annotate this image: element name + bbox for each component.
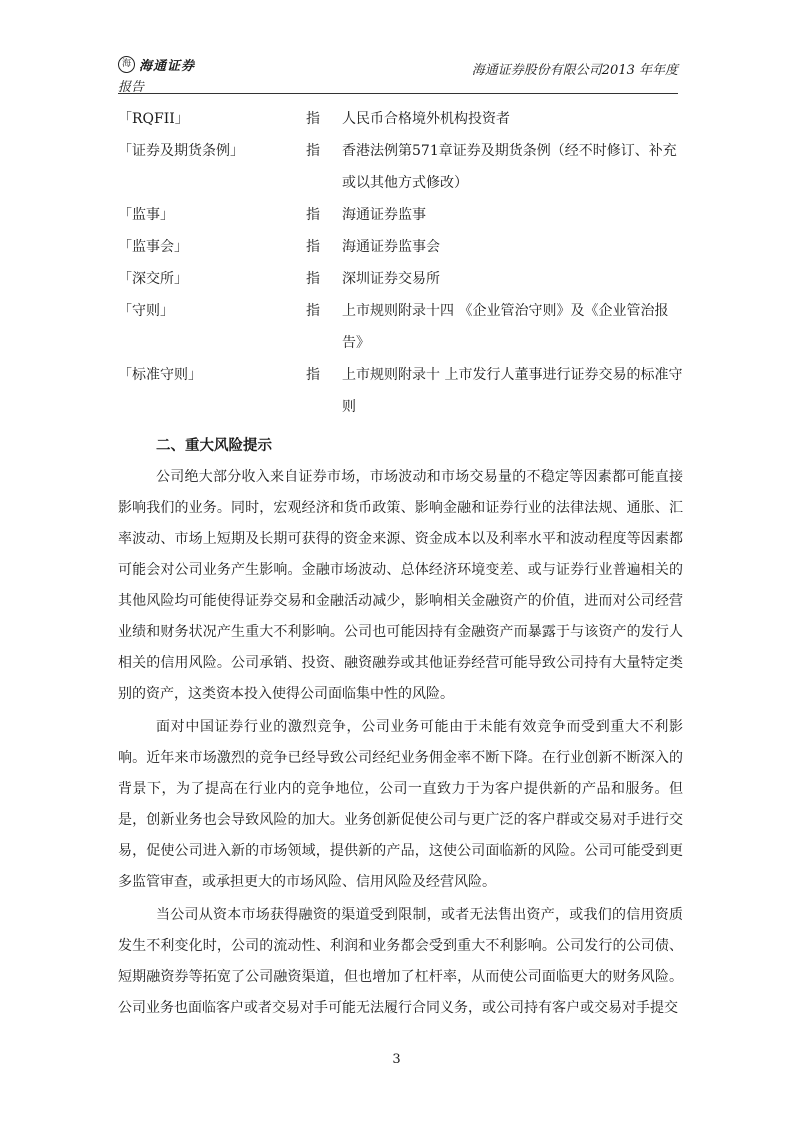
definition-marker: 指 bbox=[306, 271, 320, 287]
definition-marker: 指 bbox=[306, 207, 320, 223]
definition-description: 海通证券监事会 bbox=[342, 239, 440, 255]
definition-row bbox=[118, 359, 683, 423]
section-title: 二、重大风险提示 bbox=[156, 438, 272, 454]
definition-description: 深圳证券交易所 bbox=[342, 271, 440, 287]
definition-term: 「证券及期货条例」 bbox=[118, 143, 244, 159]
definition-row bbox=[118, 103, 683, 135]
definition-description: 香港法例第571章证券及期货条例（经不时修订、补充或以其他方式修改） bbox=[342, 143, 677, 191]
definition-marker: 指 bbox=[306, 239, 320, 255]
company-title: 海通证券股份有限公司2013 年年度 bbox=[471, 63, 678, 78]
page-header bbox=[118, 55, 678, 95]
body-paragraph: 当公司从资本市场获得融资的渠道受到限制，或者无法售出资产，或我们的信用资质发生不利变化时，公司的流动性、利润和业务都会受到重大不利影响。公司发行的公司债、短期融资券等拓宽了公司融资渠道，但也增加了杠杆率，从而使公司面临更大的财务风险。公司业务也面临客户或者交易对手可能无法履行合同义务，或公司持有客户或交易对手提交 bbox=[118, 907, 683, 1016]
logo-mark-icon: 海 bbox=[118, 56, 135, 73]
definition-marker: 指 bbox=[306, 111, 320, 127]
definition-description: 上市规则附录十四 《企业管治守则》及《企业管治报告》 bbox=[342, 303, 669, 351]
logo-text: 海通证券 bbox=[139, 59, 196, 74]
definition-term: 「监事会」 bbox=[118, 239, 188, 255]
company-title-continuation: 报告 bbox=[118, 80, 145, 95]
risk-section bbox=[118, 430, 683, 1024]
definition-row bbox=[118, 295, 683, 359]
definition-description: 人民币合格境外机构投资者 bbox=[342, 111, 510, 127]
definition-row bbox=[118, 135, 683, 199]
definitions-list bbox=[118, 103, 683, 423]
definition-description: 海通证券监事 bbox=[342, 207, 426, 223]
definition-term: 「守则」 bbox=[118, 303, 174, 319]
definition-description: 上市规则附录十 上市发行人董事进行证券交易的标准守则 bbox=[342, 367, 683, 415]
definition-marker: 指 bbox=[306, 143, 320, 159]
definition-marker: 指 bbox=[306, 303, 320, 319]
definition-term: 「监事」 bbox=[118, 207, 174, 223]
definition-term: 「深交所」 bbox=[118, 271, 188, 287]
body-paragraph: 公司绝大部分收入来自证券市场，市场波动和市场交易量的不稳定等因素都可能直接影响我们的业务。同时，宏观经济和货币政策、影响金融和证券行业的法律法规、通胀、汇率波动、市场上短期及长期可获得的资金来源、资金成本以及利率水平和波动程度等因素都可能会对公司业务产生影响。金融市场波动、总体经济环境变差、或与证券行业普遍相关的其他风险均可能使得证券交易和金融活动减少，影响相关金融资产的价值，进而对公司经营业绩和财务状况产生重大不利影响。公司也可能因持有金融资产而暴露于与该资产的发行人相关的信用风险。公司承销、投资、融资融券或其他证券经营可能导致公司持有大量特定类别的资产，这类资本投入使得公司面临集中性的风险。 bbox=[118, 469, 683, 702]
definition-row bbox=[118, 199, 683, 231]
company-logo bbox=[118, 55, 195, 74]
definition-term: 「标准守则」 bbox=[118, 367, 202, 383]
body-paragraph: 面对中国证券行业的激烈竞争，公司业务可能由于未能有效竞争而受到重大不利影响。近年来市场激烈的竞争已经导致公司经纪业务佣金率不断下降。在行业创新不断深入的背景下，为了提高在行业内的竞争地位，公司一直致力于为客户提供新的产品和服务。但是，创新业务也会导致风险的加大。业务创新促使公司与更广泛的客户群或交易对手进行交易，促使公司进入新的市场领域，提供新的产品，这使公司面临新的风险。公司可能受到更多监管审查，或承担更大的市场风险、信用风险及经营风险。 bbox=[118, 719, 683, 890]
definition-term: 「RQFII」 bbox=[118, 111, 189, 127]
definition-row bbox=[118, 263, 683, 295]
header-divider bbox=[118, 93, 678, 94]
page-number: 3 bbox=[392, 1052, 401, 1067]
definition-row bbox=[118, 231, 683, 263]
definition-marker: 指 bbox=[306, 367, 320, 383]
